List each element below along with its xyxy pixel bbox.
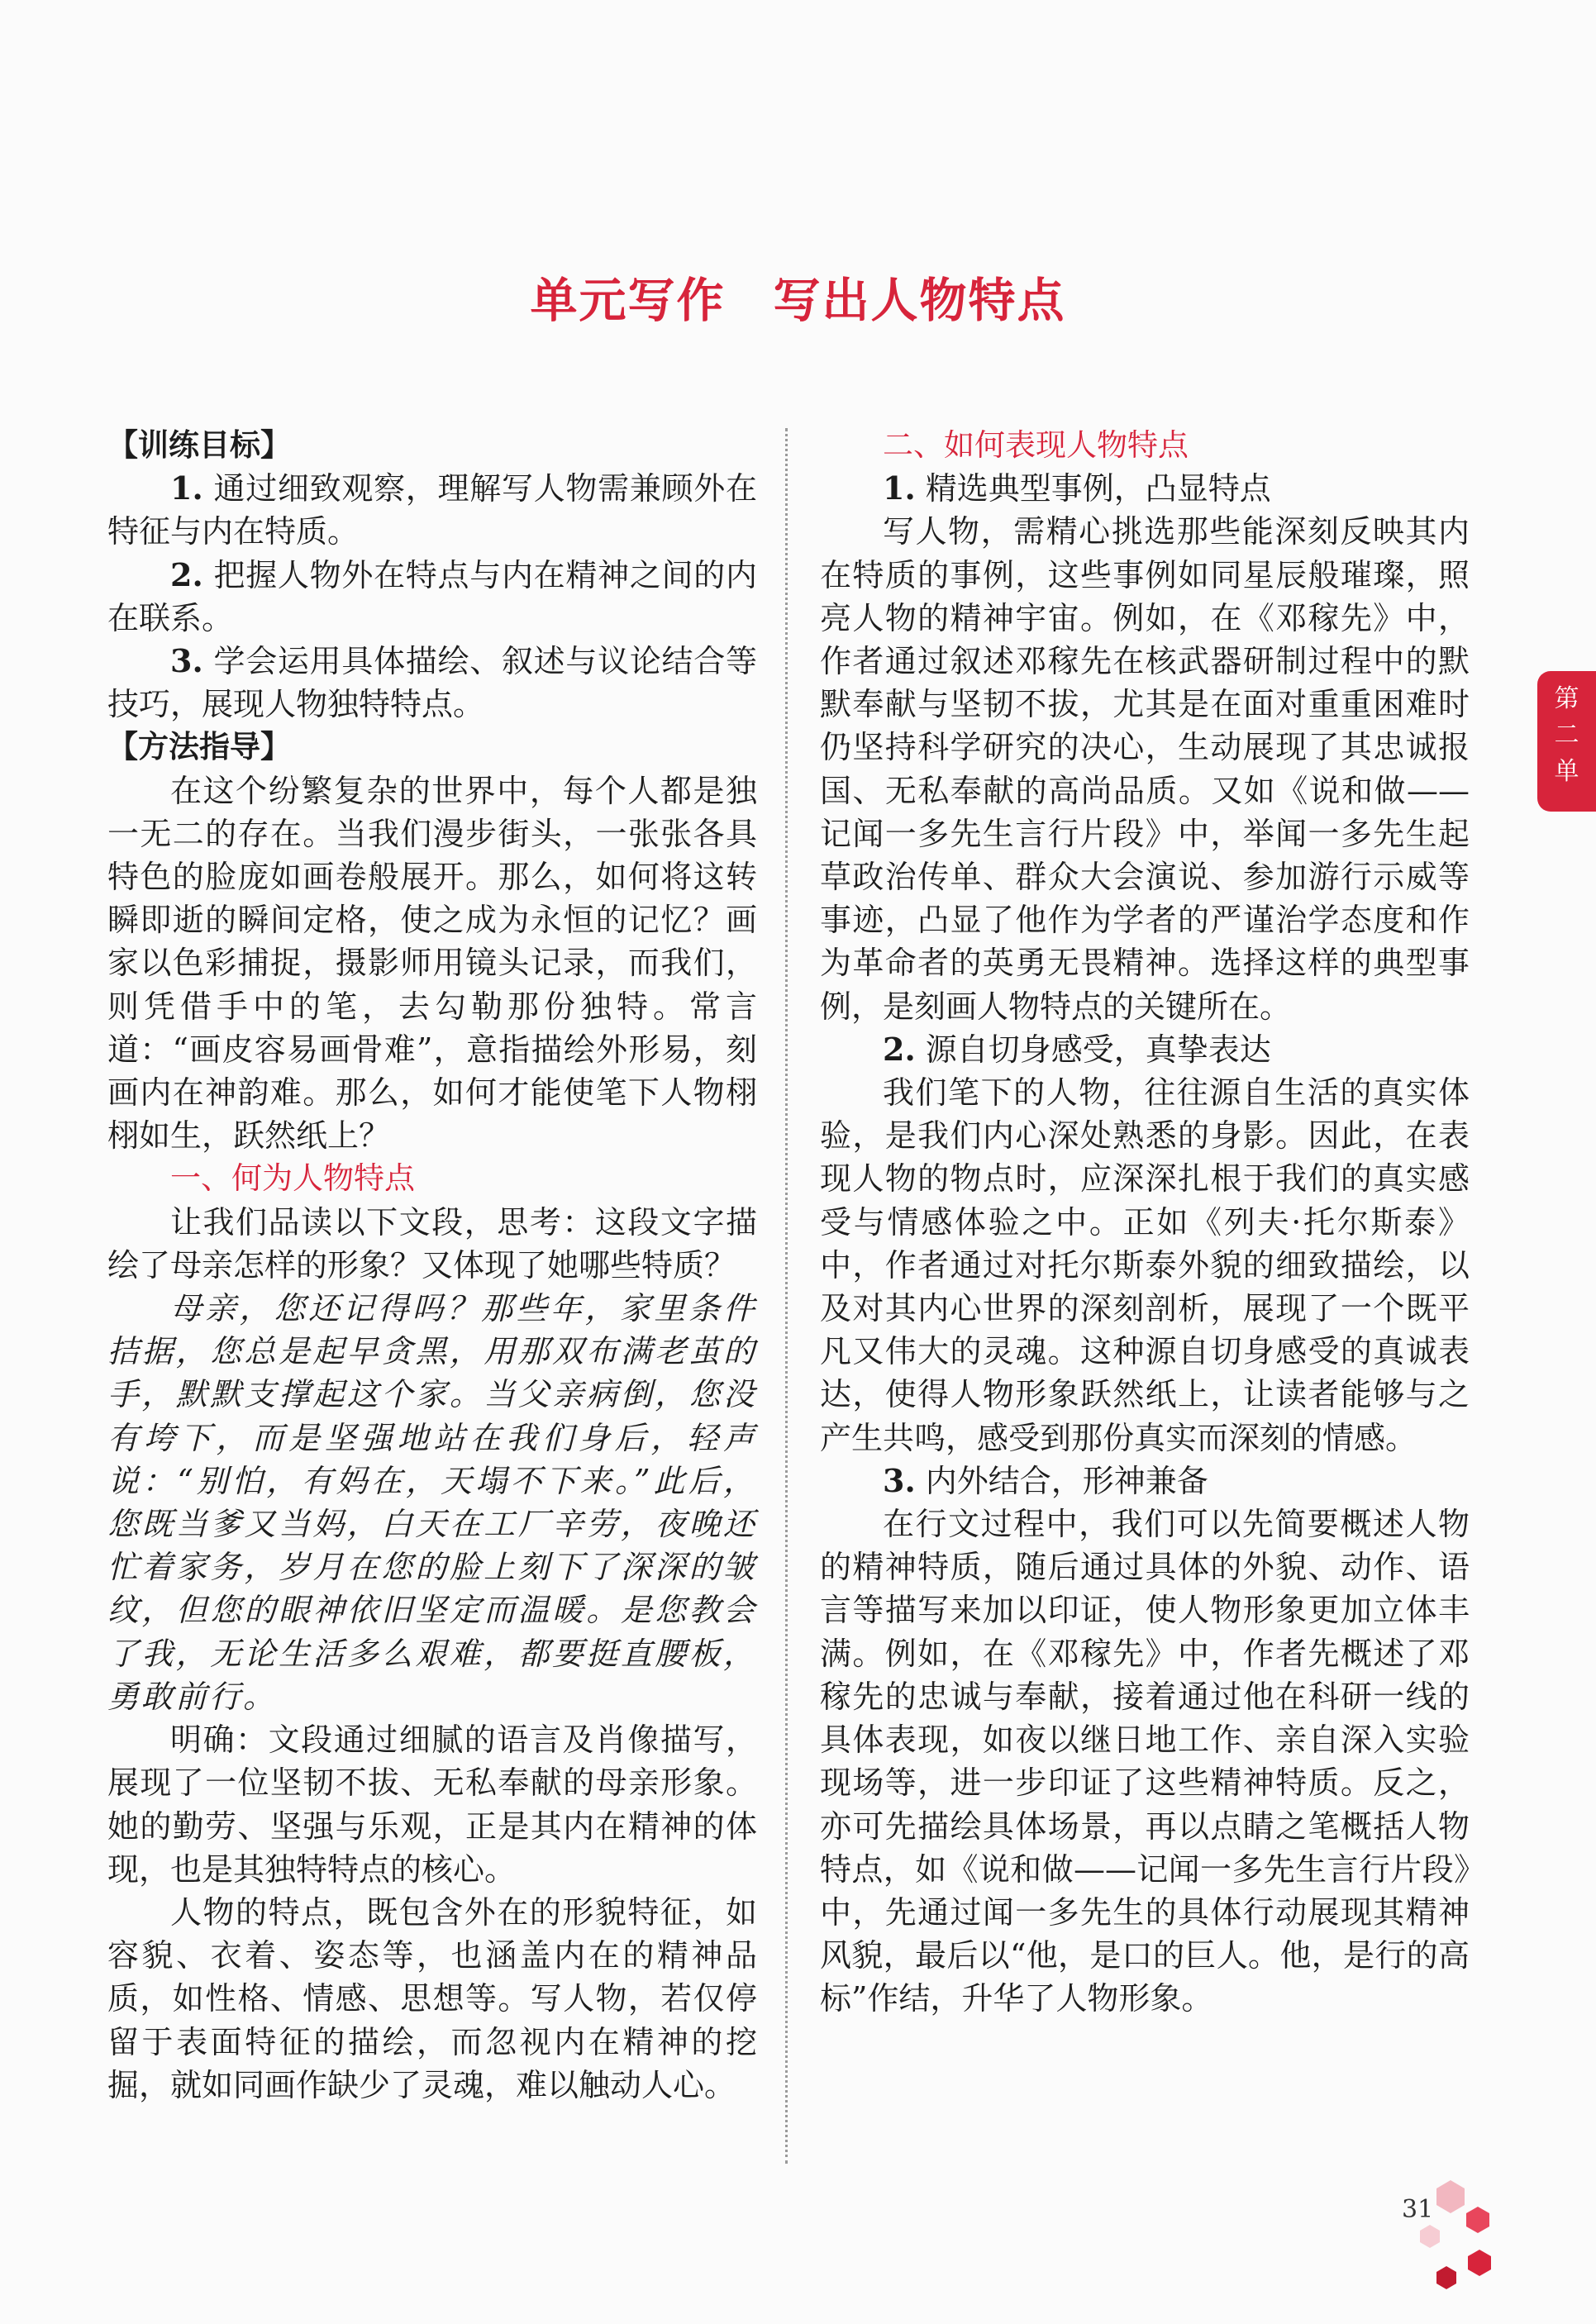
training-goals-heading: 【训练目标】 bbox=[107, 427, 291, 463]
right-column bbox=[820, 424, 1470, 2021]
inner-outer-paragraph: 在行文过程中，我们可以先简要概述人物的精神特质，随后通过具体的外貌、动作、语言等描写来加以印证，使人物形象更加立体丰满。例如，在《邓稼先》中，作者先概述了邓稼先的忠诚与奉献，接着通过他在科研一线的具体表现，如夜以继日地工作、亲自深入实验现场等，进一步印证了这些精神特质。反之，亦可先描绘具体场景，再以点睛之笔概括人物特点，如《说和做——记闻一多先生言行片段》中，先通过闻一多先生的具体行动展现其精神风貌，最后以“他，是口的巨人。他，是行的高标”作结，升华了人物形象。 bbox=[820, 1506, 1470, 2017]
goal-item: 3. 学会运用具体描绘、叙述与议论结合等技巧，展现人物独特特点。 bbox=[107, 642, 757, 723]
side-tab-char: 二 bbox=[1554, 721, 1579, 750]
subheading-inner-outer: 3. 内外结合，形神兼备 bbox=[883, 1461, 1208, 1499]
unit-side-tab bbox=[1537, 671, 1596, 812]
typical-examples-paragraph: 写人物，需精心挑选那些能深刻反映其内在特质的事例，这些事例如同星辰般璀璨，照亮人物的精神宇宙。例如，在《邓稼先》中，作者通过叙述邓稼先在核武器研制过程中的默默奉献与坚韧不拔，尤其是在面对重重困难时仍坚持科学研究的决心，生动展现了其忠诚报国、无私奉献的高尚品质。又如《说和做——记闻一多先生言行片段》中，举闻一多先生起草政治传单、群众大会演说、参加游行示威等事迹，凸显了他作为学者的严谨治学态度和作为革命者的英勇无畏精神。选择这样的典型事例，是刻画人物特点的关键所在。 bbox=[820, 513, 1470, 1025]
side-tab-char: 第 bbox=[1554, 684, 1579, 713]
explanation-paragraph: 明确：文段通过细腻的语言及肖像描写，展现了一位坚韧不拔、无私奉献的母亲形象。她的勤劳、坚强与乐观，正是其内在精神的体现，也是其独特特点的核心。 bbox=[107, 1722, 757, 1888]
conclusion-paragraph: 人物的特点，既包含外在的形貌特征，如容貌、衣着、姿态等，也涵盖内在的精神品质，如性格、情感、思想等。写人物，若仅停留于表面特征的描绘，而忽视内在精神的挖掘，就如同画作缺少了灵魂，难以触动人心。 bbox=[107, 1893, 757, 2103]
reading-prompt: 让我们品读以下文段，思考：这段文字描绘了母亲怎样的形象？又体现了她哪些特质？ bbox=[107, 1203, 757, 1283]
title-unit: 单元写作 bbox=[530, 273, 726, 328]
column-divider bbox=[785, 428, 788, 2164]
side-tab-char: 单 bbox=[1554, 757, 1579, 786]
left-column bbox=[107, 424, 757, 2107]
page-title bbox=[0, 263, 1596, 331]
intro-paragraph: 在这个纷繁复杂的世界中，每个人都是独一无二的存在。当我们漫步街头，一张张各具特色的脸庞如画卷般展开。那么，如何将这转瞬即逝的瞬间定格，使之成为永恒的记忆？画家以色彩捕捉，摄影师用镜头记录，而我们，则凭借手中的笔，去勾勒那份独特。常言道：“画皮容易画骨难”，意指描绘外形易，刻画内在神韵难。那么，如何才能使笔下人物栩栩如生，跃然纸上？ bbox=[107, 772, 757, 1155]
subheading-personal-feeling: 2. 源自切身感受，真挚表达 bbox=[883, 1030, 1271, 1068]
subheading-typical-examples: 1. 精选典型事例，凸显特点 bbox=[883, 469, 1271, 507]
title-topic: 写出人物特点 bbox=[773, 273, 1066, 328]
mother-quote-passage: 母亲，您还记得吗？那些年，家里条件拮据，您总是起早贪黑，用那双布满老茧的手，默默支撑起这个家。当父亲病倒，您没有垮下，而是坚强地站在我们身后，轻声说：“别怕，有妈在，天塌不下来。”此后，您既当爹又当妈，白天在工厂辛劳，夜晚还忙着家务，岁月在您的脸上刻下了深深的皱纹，但您的眼神依旧坚定而温暖。是您教会了我，无论生活多么艰难，都要挺直腰板，勇敢前行。 bbox=[107, 1290, 757, 1715]
section-heading-how: 二、如何表现人物特点 bbox=[883, 427, 1189, 463]
hexagon-decoration-icon bbox=[1397, 2174, 1504, 2298]
section-heading-what: 一、何为人物特点 bbox=[170, 1160, 415, 1197]
personal-feeling-paragraph: 我们笔下的人物，往往源自生活的真实体验，是我们内心深处熟悉的身影。因此，在表现人物的物点时，应深深扎根于我们的真实感受与情感体验之中。正如《列夫·托尔斯泰》中，作者通过对托尔斯泰外貌的细致描绘，以及对其内心世界的深刻剖析，展现了一个既平凡又伟大的灵魂。这种源自切身感受的真诚表达，使得人物形象跃然纸上，让读者能够与之产生共鸣，感受到那份真实而深刻的情感。 bbox=[820, 1074, 1470, 1456]
method-guide-heading: 【方法指导】 bbox=[107, 729, 291, 765]
page-number: 31 bbox=[1402, 2195, 1434, 2224]
goal-item: 2. 把握人物外在特点与内在精神之间的内在联系。 bbox=[107, 555, 757, 636]
goal-item: 1. 通过细致观察，理解写人物需兼顾外在特征与内在特质。 bbox=[107, 469, 757, 550]
